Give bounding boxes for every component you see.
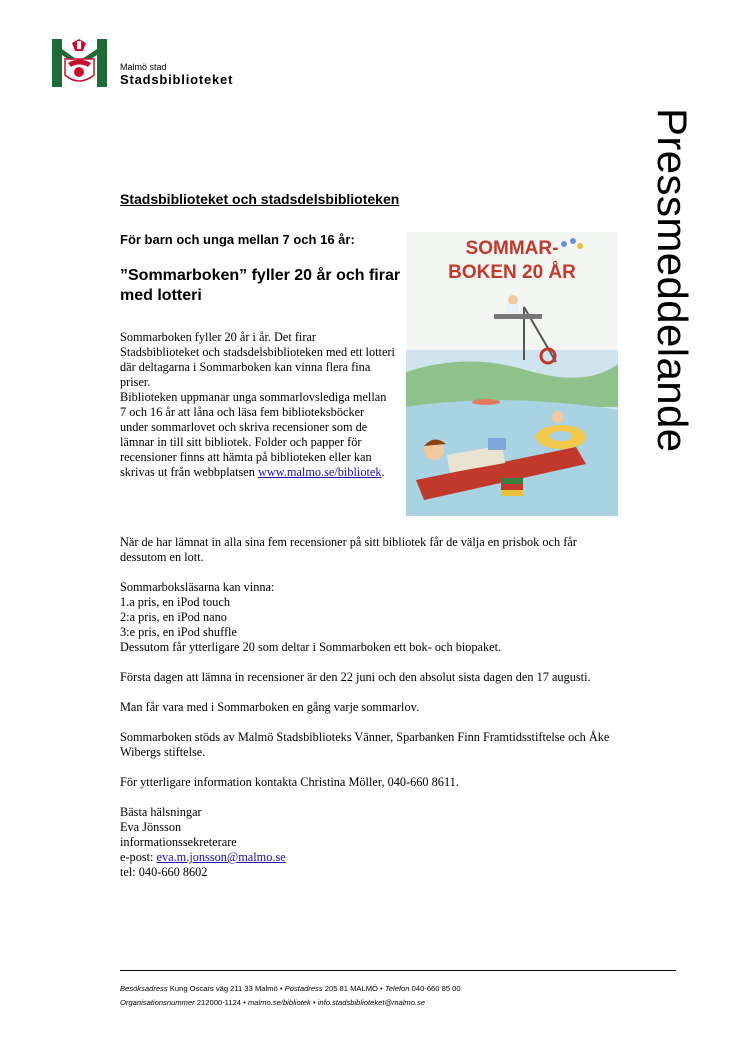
intro-section <box>120 330 395 480</box>
org-city: Malmö stad <box>120 62 167 72</box>
email-link[interactable]: eva.m.jonsson@malmo.se <box>156 850 286 864</box>
prize-first: 1.a pris, en iPod touch <box>120 595 230 609</box>
footer-line-2 <box>120 996 461 1010</box>
visit-value: Kung Oscars väg 211 33 Malmö <box>167 984 278 993</box>
intro-end: . <box>381 465 385 479</box>
phone-value: 040-660 85 00 <box>409 984 461 993</box>
footer-bullet: • <box>243 998 246 1007</box>
visit-label: Besöksadress <box>120 984 168 993</box>
website-link[interactable]: www.malmo.se/bibliotek <box>257 465 382 479</box>
once-paragraph: Man får vara med i Sommarboken en gång varje sommarlov. <box>120 700 420 714</box>
footer-bullet: • <box>279 984 283 993</box>
intro-paragraph-2: Biblioteken uppmanar unga sommarlovslediga mellan 7 och 16 år att låna och läsa fem biblioteksböcker under sommarlovet och skriva recensioner som de lämnar in till sitt bibliotek. Folder och papper för recensioner finns att hämta på biblioteken eller kan skrivas ut från webbplatsen <box>120 390 387 479</box>
footer-email: info.stadsbiblioteket@malmo.se <box>317 998 426 1007</box>
prize-third: 3:e pris, en iPod shuffle <box>120 625 237 639</box>
org-library: Stadsbiblioteket <box>120 72 234 87</box>
orgnr-value: 212000-1124 <box>194 998 242 1007</box>
section-heading: Stadsbiblioteket och stadsdelsbiblioteken <box>120 191 400 207</box>
signature-name: Eva Jönsson <box>120 820 182 834</box>
dates-paragraph: Första dagen att lämna in recensioner är den 22 juni och den absolut sista dagen den 17 augusti. <box>120 670 591 684</box>
prize-extra: Dessutom får ytterligare 20 som deltar i Sommarboken ett bok- och biopaket. <box>120 640 502 654</box>
contact-paragraph: För ytterligare information kontakta Christina Möller, 040-660 8611. <box>120 775 459 789</box>
footer-divider <box>120 970 676 971</box>
support-paragraph: Sommarboken stöds av Malmö Stadsbiblioteks Vänner, Sparbanken Finn Framtidsstiftelse och Åke Wibergs stiftelse. <box>120 730 610 759</box>
signature-role: informationssekreterare <box>120 835 237 849</box>
audience-heading: För barn och unga mellan 7 och 16 år: <box>120 232 355 247</box>
prizes-intro: Sommarboksläsarna kan vinna: <box>120 580 275 594</box>
illustration-title-2: BOKEN 20 ÅR <box>448 262 576 283</box>
sommarboken-illustration <box>406 232 618 516</box>
body-section <box>120 535 620 880</box>
post-value: 205 81 MALMÖ <box>322 984 378 993</box>
signature-greeting: Bästa hälsningar <box>120 805 202 819</box>
email-label: e-post: <box>120 850 157 864</box>
footer <box>120 982 461 1010</box>
illustration-title-1: SOMMAR- <box>465 238 559 259</box>
prize-second: 2:a pris, en iPod nano <box>120 610 227 624</box>
intro-paragraph-1: Sommarboken fyller 20 år i år. Det firar Stadsbiblioteket och stadsdelsbiblioteken med ett lotteri där deltagarna i Sommarboken kan vinna flera fina priser. <box>120 330 395 389</box>
post-label: Postadress <box>284 984 323 993</box>
signature-phone: tel: 040-660 8602 <box>120 865 208 879</box>
footer-web: malmo.se/bibliotek <box>247 998 311 1007</box>
release-title: ”Sommarboken” fyller 20 år och firar med lotteri <box>120 267 401 304</box>
phone-label: Telefon <box>384 984 410 993</box>
footer-line-1 <box>120 982 461 996</box>
signature-email-line <box>120 850 620 865</box>
footer-bullet: • <box>380 984 383 993</box>
footer-bullet: • <box>312 998 316 1007</box>
orgnr-label: Organisationsnummer <box>120 998 195 1007</box>
vertical-label-text: Pressmeddelande <box>649 108 696 453</box>
review-paragraph: När de har lämnat in alla sina fem recensioner på sitt bibliotek får de välja en prisbok och får dessutom en lott. <box>120 535 577 564</box>
document-type-label <box>648 108 696 548</box>
malmo-coat-of-arms-icon <box>52 39 107 87</box>
